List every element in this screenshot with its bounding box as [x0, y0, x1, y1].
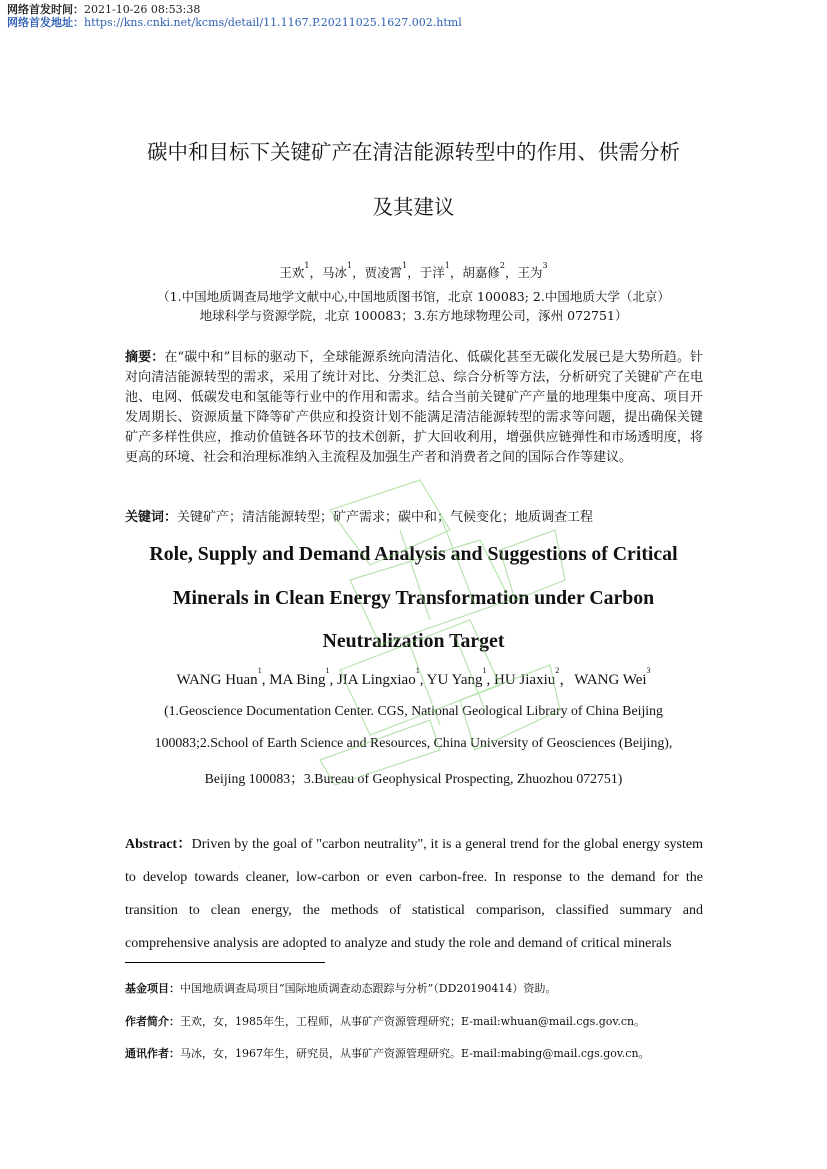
- footnote-divider: [125, 962, 325, 963]
- keywords-cn: [125, 506, 593, 525]
- author-affiliation-mark: 1: [415, 666, 420, 675]
- author-en: YU Yang: [426, 672, 483, 688]
- abstract-en: [125, 828, 703, 960]
- title-cn-line-2: 及其建议: [372, 195, 455, 219]
- publish-time-line: [7, 3, 200, 16]
- footnote-funding: [125, 980, 556, 996]
- authors-cn: 王欢$^1$，马冰$^1$，贾凌霄$^1$，于洋$^1$，胡嘉修$^2$，王为$^3$: [279, 261, 548, 280]
- affiliation-cn-line-2: 地球科学与资源学院，北京 100083；3.东方地球物理公司，涿州 072751）: [199, 308, 628, 323]
- author-affiliation-mark: 2: [555, 666, 560, 675]
- author-affiliation-mark: 2: [499, 261, 505, 270]
- author-affiliation-mark: 3: [542, 261, 548, 270]
- publish-time-value: 2021-10-26 08:53:38: [84, 3, 201, 16]
- affiliation-en-line-3: Beijing 100083；3.Bureau of Geophysical Prospecting, Zhuozhou 072751): [204, 771, 623, 786]
- author-affiliation-mark: 1: [444, 261, 450, 270]
- author-cn: 贾凌霄: [364, 265, 403, 280]
- title-en-line-3: Neutralization Target: [322, 630, 505, 652]
- author-separator: ,: [486, 672, 495, 688]
- author-cn: 马冰: [322, 265, 348, 280]
- footnote-author-bio: [125, 1013, 645, 1029]
- author-affiliation-mark: 1: [325, 666, 330, 675]
- footnote-label: 作者简介：: [125, 1015, 180, 1028]
- author-affiliation-mark: 3: [646, 666, 651, 675]
- author-separator: ,: [261, 672, 270, 688]
- footnote-label: 基金项目：: [125, 982, 180, 995]
- publish-url-line: [7, 16, 462, 29]
- author-en: HU Jiaxiu: [494, 672, 556, 688]
- affiliation-en-line-1: (1.Geoscience Documentation Center. CGS, National Geological Library of China Beijing: [164, 703, 663, 718]
- author-en: JIA Lingxiao: [336, 672, 416, 688]
- author-affiliation-mark: 1: [402, 261, 408, 270]
- abstract-cn-label: 摘要：: [125, 350, 165, 365]
- author-cn: 胡嘉修: [462, 265, 500, 280]
- author-cn: 于洋: [419, 265, 445, 280]
- author-cn: 王为: [517, 265, 543, 280]
- title-en-line-2: Minerals in Clean Energy Transformation under Carbon: [172, 587, 655, 609]
- author-separator: ,: [329, 672, 337, 688]
- footnote-corresponding: [125, 1045, 650, 1061]
- abstract-en-label: Abstract：: [125, 837, 192, 852]
- publish-time-label: 网络首发时间：: [7, 3, 84, 16]
- author-separator: ，: [559, 672, 575, 688]
- abstract-en-text: Driven by the goal of "carbon neutrality", it is a general trend for the global energy system to develop towards cleaner, low-carbon or even carbon-free. In response to the demand for the transition to clean energy, the methods of statistical comparison, classified summary and comprehensive analysis are adopted to analyze and study the role and demand of critical minerals: [125, 837, 703, 951]
- author-cn: 王欢: [279, 265, 305, 280]
- author-en: WANG Huan: [176, 672, 258, 688]
- abstract-cn: [125, 348, 703, 468]
- author-en: MA Bing: [269, 672, 326, 688]
- footnote-text: 马冰，女，1967年生，研究员，从事矿产资源管理研究。E-mail:mabing@mail.cgs.gov.cn。: [180, 1047, 650, 1060]
- affiliation-en-line-2: 100083;2.School of Earth Science and Resources, China University of Geosciences (Beijing),: [154, 735, 673, 750]
- author-separator: ,: [419, 672, 427, 688]
- publish-url-label: 网络首发地址：: [7, 16, 84, 29]
- author-affiliation-mark: 1: [257, 666, 262, 675]
- author-affiliation-mark: 1: [347, 261, 353, 270]
- footnote-text: 王欢，女，1985年生，工程师，从事矿产资源管理研究；E-mail:whuan@mail.cgs.gov.cn。: [180, 1015, 646, 1028]
- publish-url-link[interactable]: https://kns.cnki.net/kcms/detail/11.1167.P.20211025.1627.002.html: [84, 16, 462, 29]
- title-cn-line-1: 碳中和目标下关键矿产在清洁能源转型中的作用、供需分析: [147, 140, 680, 164]
- footnote-label: 通讯作者：: [125, 1047, 180, 1060]
- authors-en: [0, 668, 827, 689]
- title-en-line-1: Role, Supply and Demand Analysis and Suggestions of Critical: [149, 543, 678, 565]
- author-affiliation-mark: 1: [304, 261, 310, 270]
- affiliation-cn-line-1: （1.中国地质调查局地学文献中心,中国地质图书馆，北京 100083; 2.中国地质大学（北京）: [157, 289, 670, 304]
- footnote-text: 中国地质调查局项目“国际地质调查动态跟踪与分析”（DD20190414）资助。: [180, 982, 557, 995]
- author-affiliation-mark: 1: [482, 666, 487, 675]
- keywords-cn-label: 关键词：: [125, 510, 178, 525]
- author-en: WANG Wei: [574, 672, 647, 688]
- abstract-cn-text: 在“碳中和”目标的驱动下，全球能源系统向清洁化、低碳化甚至无碳化发展已是大势所趋。针对向清洁能源转型的需求，采用了统计对比、分类汇总、综合分析等方法，分析研究了关键矿产在电池、电网、低碳发电和氢能等行业中的作用和需求。结合当前关键矿产产量的地理集中度高、项目开发周期长、资源质量下降等矿产供应和投资计划不能满足清洁能源转型的需求等问题，提出确保关键矿产多样性供应，推动价值链各环节的技术创新，扩大回收利用，增强供应链弹性和市场透明度，将更高的环境、社会和治理标准纳入主流程及加强生产者和消费者之间的国际合作等建议。: [125, 350, 703, 465]
- keywords-cn-text: 关键矿产；清洁能源转型；矿产需求；碳中和；气候变化；地质调查工程: [177, 510, 594, 525]
